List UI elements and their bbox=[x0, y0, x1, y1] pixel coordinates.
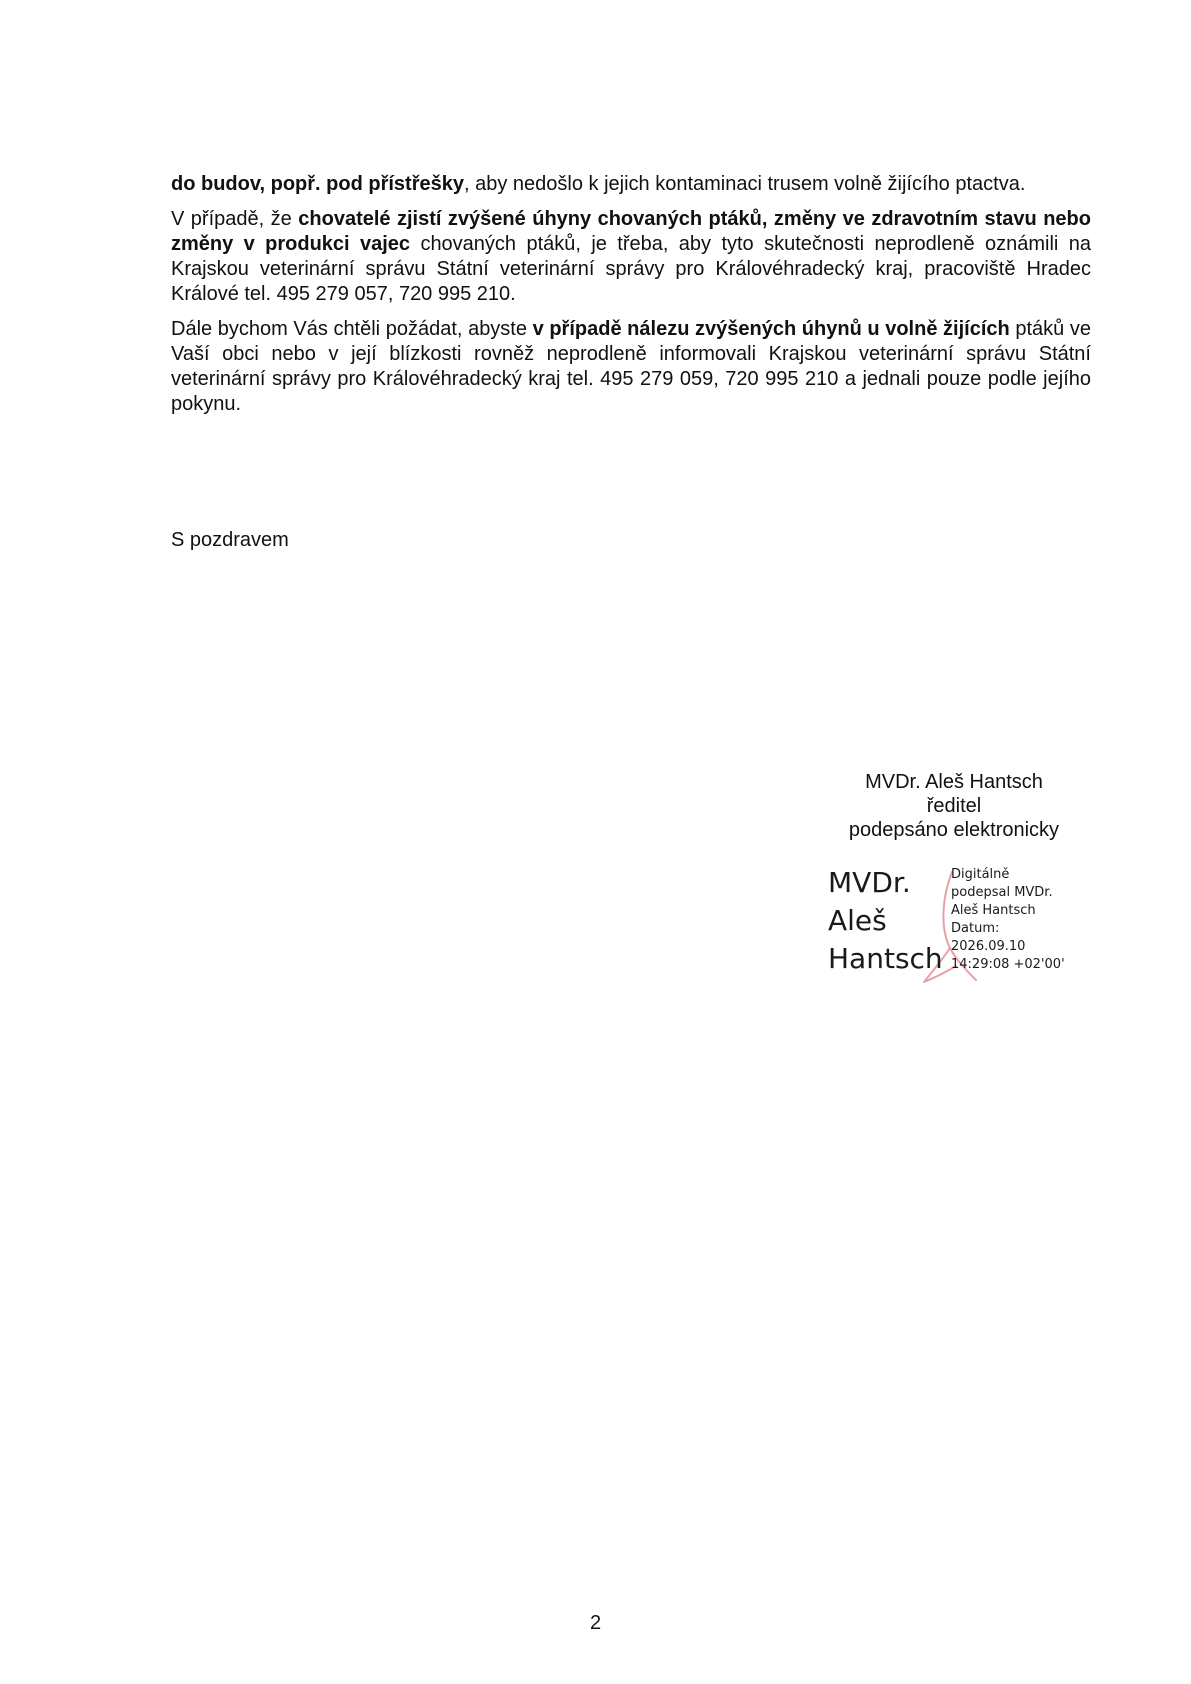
signatory-name: MVDr. Aleš Hantsch bbox=[865, 771, 1043, 793]
digital-signature-name-line: Aleš bbox=[828, 904, 887, 937]
signatory-role: ředitel bbox=[926, 795, 982, 817]
signature-note: podepsáno elektronicky bbox=[848, 819, 1060, 841]
paragraph-shelter bbox=[171, 172, 1091, 197]
digital-signature-name-line: Hantsch bbox=[828, 942, 943, 975]
page-number: 2 bbox=[589, 1612, 602, 1634]
digital-signature-meta-line: Digitálně bbox=[951, 867, 1010, 882]
digital-signature-stamp bbox=[828, 862, 1088, 986]
paragraph-shelter-text: , aby nedošlo k jejich kontaminaci trusem volně žijícího ptactva. bbox=[463, 173, 1026, 195]
letter-body bbox=[171, 172, 1091, 427]
digital-signature-meta bbox=[951, 866, 1065, 974]
digital-signature-meta-line: Datum: bbox=[951, 921, 1000, 936]
digital-signature-meta-line: 2026.09.10 bbox=[951, 939, 1026, 954]
closing-greeting: S pozdravem bbox=[171, 529, 289, 551]
paragraph-breeders-text-2: chovaných ptáků, je třeba, aby tyto skutečnosti neprodleně oznámili na Krajskou veterinární správu Státní veterinární správy pro Královéhradecký kraj, pracoviště Hradec Králové tel. 495 279 057, 720 995 210. bbox=[171, 233, 1091, 305]
paragraph-wild-birds-text-1: Dále bychom Vás chtěli požádat, abyste bbox=[171, 318, 533, 340]
paragraph-shelter-bold: do budov, popř. pod přístřešky bbox=[171, 173, 464, 195]
paragraph-wild-birds bbox=[171, 317, 1091, 417]
digital-signature-name-line: MVDr. bbox=[828, 866, 911, 899]
paragraph-breeders-text-1: V případě, že bbox=[171, 208, 299, 230]
digital-signature-name bbox=[828, 864, 943, 978]
signature-block bbox=[830, 770, 1078, 842]
digital-signature-meta-line: podepsal MVDr. bbox=[951, 885, 1053, 900]
paragraph-breeders-bold: chovatelé zjistí zvýšené úhyny chovaných ptáků, změny ve zdravotním stavu nebo změny v produkci vajec bbox=[171, 208, 1091, 255]
digital-signature-meta-line: 14:29:08 +02'00' bbox=[951, 957, 1065, 972]
paragraph-wild-birds-text-2: ptáků ve Vaší obci nebo v její blízkosti rovněž neprodleně informovali Krajskou veterinární správu Státní veterinární správy pro Královéhradecký kraj tel. 495 279 059, 720 995 210 a jednali pouze podle jejího pokynu. bbox=[171, 318, 1092, 415]
paragraph-breeders bbox=[171, 207, 1091, 307]
digital-signature-meta-line: Aleš Hantsch bbox=[951, 903, 1036, 918]
paragraph-wild-birds-bold: v případě nálezu zvýšených úhynů u volně žijících bbox=[532, 318, 1010, 340]
